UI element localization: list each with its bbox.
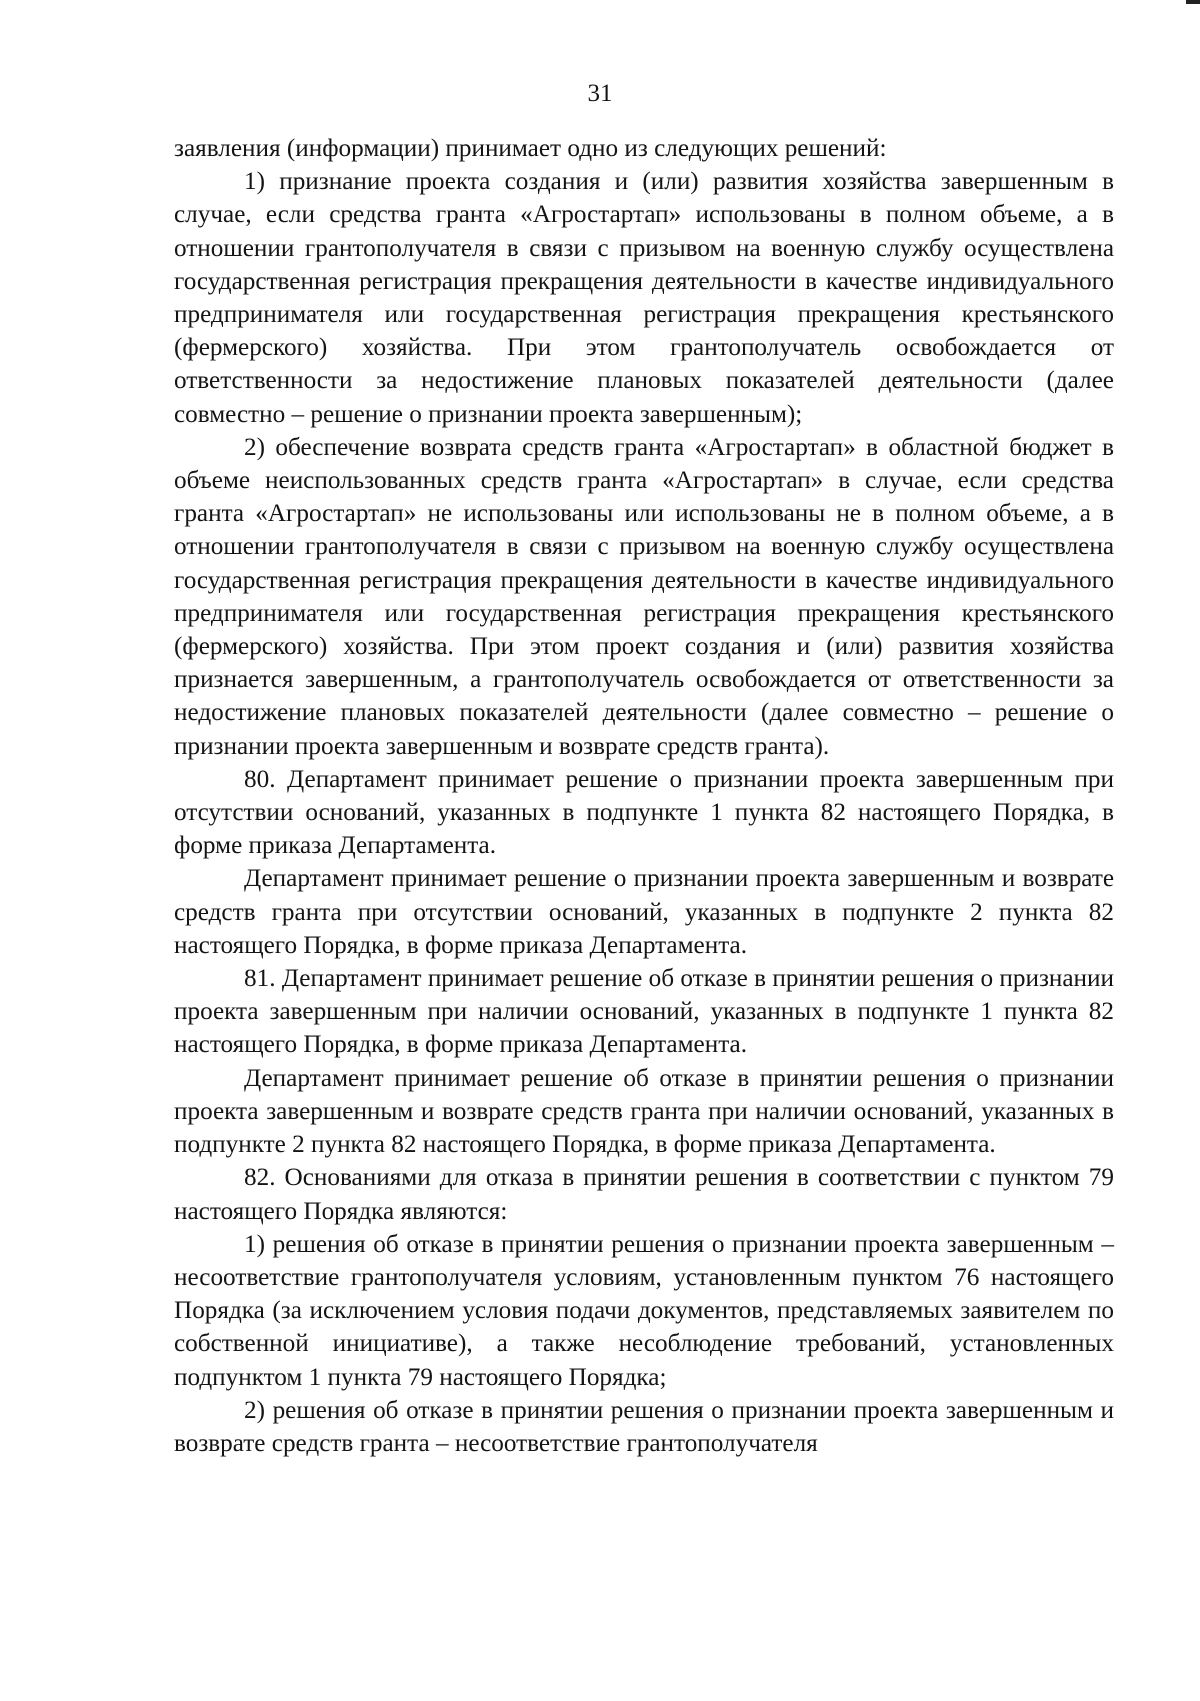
- paragraph-clause-82-item-1: 1) решения об отказе в принятии решения о признании проекта завершенным – несоответствие грантополучателя условиям, установленным пунктом 76 настоящего Порядка (за исключением условия подачи документов, представляемых заявителем по собственной инициативе), а также несоблюдение требований, установленных подпунктом 1 пункта 79 настоящего Порядка;: [174, 1230, 1114, 1391]
- paragraph-clause-80: 80. Департамент принимает решение о признании проекта завершенным при отсутствии оснований, указанных в подпункте 1 пункта 82 настоящего Порядка, в форме приказа Департамента.: [174, 765, 1114, 860]
- paragraph-item-1-project-completed: 1) признание проекта создания и (или) развития хозяйства завершенным в случае, если средства гранта «Агростартап» использованы в полном объеме, а в отношении грантополучателя в связи с призывом на военную службу осуществлена государственная регистрация прекращения деятельности в качестве индивидуального предпринимателя или государственная регистрация прекращения крестьянского (фермерского) хозяйства. При этом грантополучатель освобождается от ответственности за недостижение плановых показателей деятельности (далее совместно – решение о признании проекта завершенным);: [174, 168, 1114, 428]
- paragraph-clause-80-continued: Департамент принимает решение о признании проекта завершенным и возврате средств гранта при отсутствии оснований, указанных в подпункте 2 пункта 82 настоящего Порядка, в форме приказа Департамента.: [174, 865, 1114, 959]
- paragraph-decision-intro: заявления (информации) принимает одно из следующих решений:: [174, 135, 887, 162]
- paragraph-clause-82-item-2: 2) решения об отказе в принятии решения о признании проекта завершенным и возврате средств гранта – несоответствие грантополучателя: [174, 1396, 1114, 1457]
- scan-corner-mark: [1186, 0, 1200, 4]
- paragraph-clause-81: 81. Департамент принимает решение об отказе в принятии решения о признании проекта завершенным при наличии оснований, указанных в подпункте 1 пункта 82 настоящего Порядка, в форме приказа Департамента.: [174, 965, 1114, 1059]
- paragraph-clause-82: 82. Основаниями для отказа в принятии решения в соответствии с пунктом 79 настоящего Порядка являются:: [174, 1164, 1114, 1225]
- page-number: 31: [587, 80, 613, 107]
- paragraph-clause-81-continued: Департамент принимает решение об отказе в принятии решения о признании проекта завершенным и возврате средств гранта при наличии оснований, указанных в подпункте 2 пункта 82 настоящего Порядка, в форме приказа Департамента.: [174, 1064, 1114, 1159]
- paragraph-item-2-grant-return: 2) обеспечение возврата средств гранта «Агростартап» в областной бюджет в объеме неиспользованных средств гранта «Агростартап» в случае, если средства гранта «Агростартап» не использованы или использованы не в полном объеме, а в отношении грантополучателя в связи с призывом на военную службу осуществлена государственная регистрация прекращения деятельности в качестве индивидуального предпринимателя или государственная регистрация прекращения крестьянского (фермерского) хозяйства. При этом проект создания и (или) развития хозяйства признается завершенным, а грантополучатель освобождается от ответственности за недостижение плановых показателей деятельности (далее совместно – решение о признании проекта завершенным и возврате средств гранта).: [174, 433, 1114, 760]
- document-body: [174, 132, 1114, 1460]
